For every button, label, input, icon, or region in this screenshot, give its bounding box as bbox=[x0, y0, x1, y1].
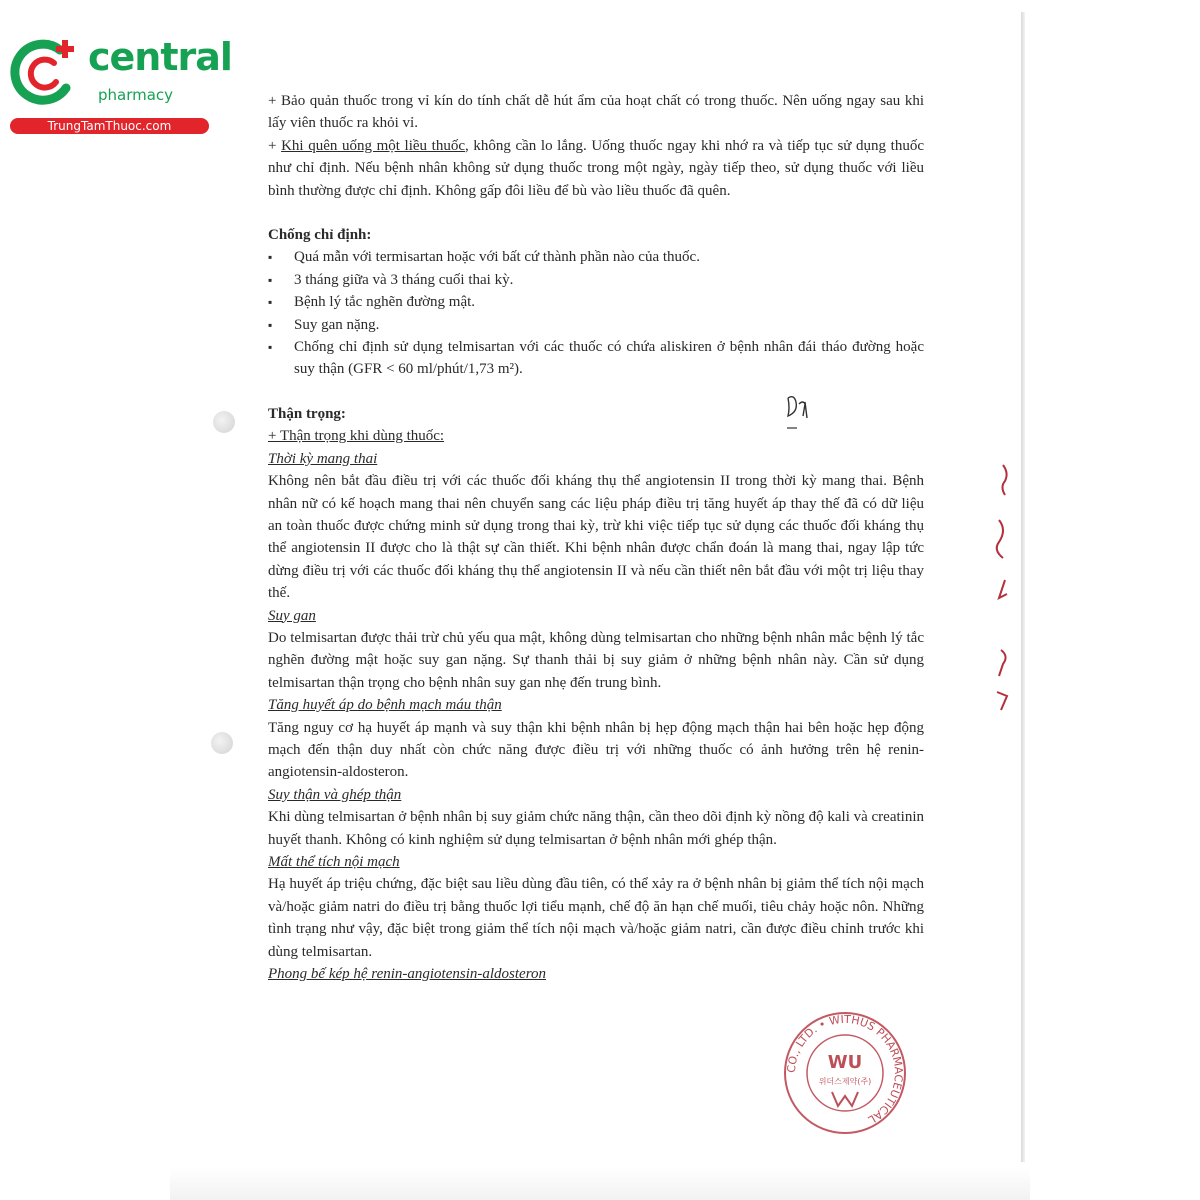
section-title: Phong bế kép hệ renin-angiotensin-aldosteron bbox=[268, 966, 546, 983]
missed-dose-label: Khi quên uống một liều thuốc bbox=[281, 137, 465, 154]
list-item: ▪ Suy gan nặng. bbox=[268, 314, 924, 336]
punch-hole bbox=[213, 411, 235, 433]
stamp-ring-text: CO., LTD. • WITHUS PHARMACEUTICAL bbox=[784, 1012, 906, 1127]
storage-paragraph: + Bảo quản thuốc trong vỉ kín do tính chất dễ hút ẩm của hoạt chất có trong thuốc. Nên uống ngay sau khi lấy viên thuốc ra khỏi vỉ. bbox=[268, 93, 924, 132]
pharmacy-cross-logo-icon bbox=[10, 36, 82, 108]
section-text: Do telmisartan được thải trừ chủ yếu qua mật, không dùng telmisartan cho những bệnh nhân mắc bệnh lý tắc nghẽn đường mật hoặc suy gan nặng. Sự thanh thải bị suy giảm ở những bệnh nhân này. Cần sử dụng telmisartan thận trọng cho bệnh nhân suy gan nhẹ đến trung bình. bbox=[268, 629, 924, 691]
list-item: ▪ 3 tháng giữa và 3 tháng cuối thai kỳ. bbox=[268, 269, 924, 291]
document-body bbox=[268, 90, 924, 985]
precautions-heading: Thận trọng: bbox=[268, 405, 346, 422]
contraindications-list bbox=[268, 246, 924, 380]
contraindications-heading: Chống chỉ định: bbox=[268, 227, 372, 244]
page-bottom-shade bbox=[170, 1168, 1030, 1200]
section-title: Suy gan bbox=[268, 607, 316, 624]
stamp-center: WU bbox=[827, 1052, 863, 1073]
punch-hole bbox=[211, 732, 233, 754]
list-item: ▪ Chống chỉ định sử dụng telmisartan với các thuốc có chứa aliskiren ở bệnh nhân đái tháo đường hoặc suy thận (GFR < 60 ml/phút/1,73 m²). bbox=[268, 336, 924, 381]
page-edge bbox=[1021, 12, 1025, 1162]
section-text: Không nên bắt đầu điều trị với các thuốc đối kháng thụ thể angiotensin II trong thời kỳ mang thai. Bệnh nhân nữ có kế hoạch mang thai nên chuyển sang các liệu pháp điều trị tăng huyết áp thay thế đã có dữ liệu an toàn thuốc được chứng minh sử dụng trong thai kỳ, trừ khi việc tiếp tục sử dụng các thuốc đối kháng thụ thể angiotensin II được cho là thật sự cần thiết. Khi bệnh nhân được chẩn đoán là mang thai, ngay lập tức dừng điều trị với các thuốc đối kháng thụ thể angiotensin II và nếu cần thiết nên bắt đầu với một trị liệu thay thế. bbox=[268, 473, 924, 602]
section-title: Thời kỳ mang thai bbox=[268, 450, 378, 467]
section-text: Tăng nguy cơ hạ huyết áp mạnh và suy thận khi bệnh nhân bị hẹp động mạch thận hai bên hoặc hẹp động mạch đến thận duy nhất còn chức năng được điều trị với những thuốc có ảnh hưởng trên hệ renin-angiotensin-aldosteron. bbox=[268, 719, 924, 781]
section-title: Suy thận và ghép thận bbox=[268, 786, 402, 803]
list-item: ▪ Quá mẫn với termisartan hoặc với bất cứ thành phần nào của thuốc. bbox=[268, 246, 924, 268]
stamp-korean: 위더스제약(주) bbox=[818, 1077, 872, 1086]
logo-subtitle: pharmacy bbox=[98, 86, 174, 104]
company-stamp bbox=[780, 1008, 910, 1138]
missed-dose-prefix: + bbox=[268, 137, 282, 154]
section-title: Mất thể tích nội mạch bbox=[268, 854, 400, 870]
red-seal-marks bbox=[985, 460, 1015, 720]
section-text: Khi dùng telmisartan ở bệnh nhân bị suy giảm chức năng thận, cần theo dõi định kỳ nồng độ kali và creatinin huyết thanh. Không có kinh nghiệm sử dụng telmisartan ở bệnh nhân mới ghép thận. bbox=[268, 809, 924, 848]
list-item: ▪ Bệnh lý tắc nghẽn đường mật. bbox=[268, 291, 924, 313]
section-text: Hạ huyết áp triệu chứng, đặc biệt sau liều dùng đầu tiên, có thể xảy ra ở bệnh nhân bị giảm thể tích nội mạch và/hoặc giảm natri do điều trị bằng thuốc lợi tiểu mạnh, chế độ ăn hạn chế muối, tiêu chảy hoặc nôn. Những tình trạng như vậy, đặc biệt trong giảm thể tích nội mạch và/hoặc giảm natri, cần được điều chỉnh trước khi dùng telmisartan. bbox=[268, 876, 924, 960]
central-pharmacy-logo[interactable] bbox=[10, 35, 232, 136]
missed-dose-paragraph bbox=[268, 135, 924, 202]
section-title: Tăng huyết áp do bệnh mạch máu thận bbox=[268, 697, 502, 714]
logo-brand: central bbox=[88, 35, 232, 79]
logo-website[interactable]: TrungTamThuoc.com bbox=[10, 118, 209, 134]
missed-dose-text: , không cần lo lắng. Uống thuốc ngay khi nhớ ra và tiếp tục sử dụng thuốc như chỉ định. Nếu bệnh nhân không sử dụng thuốc trong một ngày, ngày tiếp theo, sử dụng thuốc với liều bình thường được chỉ định. Không gấp đôi liều để bù vào liều thuốc đã quên. bbox=[268, 137, 924, 199]
precautions-subheading: + Thận trọng khi dùng thuốc: bbox=[268, 428, 445, 445]
